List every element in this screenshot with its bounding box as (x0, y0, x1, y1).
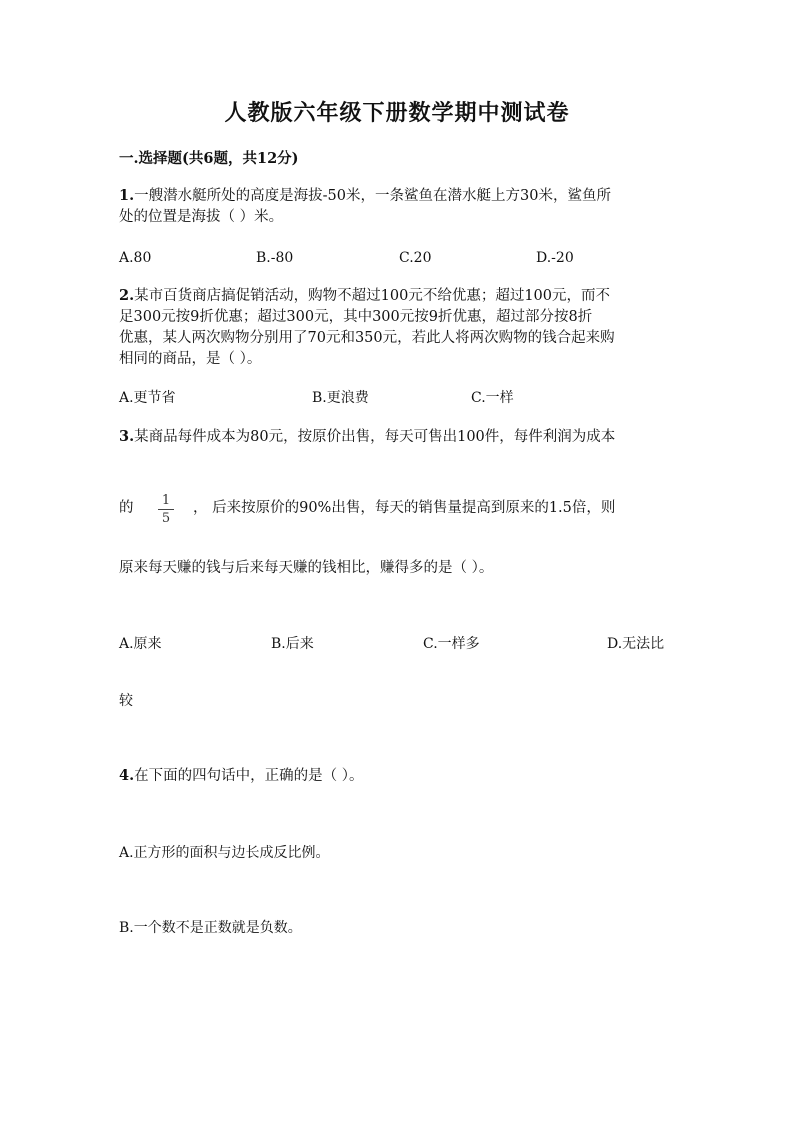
page-title: 人教版六年级下册数学期中测试卷 (224, 100, 570, 126)
question-3-option-b[interactable]: B.后来 (271, 636, 314, 652)
fraction-numerator: 1 (161, 493, 171, 508)
question-2-line-1 (119, 286, 610, 306)
question-4-number: 4. (119, 767, 135, 784)
question-2-text-1: 某市百货商店搞促销活动，购物不超过100元不给优惠；超过100元，而不 (134, 288, 610, 304)
question-1-line-1 (119, 186, 611, 206)
fraction-one-fifth (158, 493, 174, 526)
fraction-bar (158, 509, 174, 510)
question-1-text-1: 一艘潜水艇所处的高度是海拔-50米，一条鲨鱼在潜水艇上方30米，鲨鱼所 (134, 188, 611, 204)
question-4-option-a[interactable]: A.正方形的面积与边长成反比例。 (119, 845, 330, 861)
question-3-text-2-post: ， 后来按原价的90%出售，每天的销售量提高到原来的1.5倍，则 (193, 500, 616, 516)
question-3-option-c[interactable]: C.一样多 (423, 636, 480, 652)
question-3-option-d[interactable]: D.无法比 (607, 636, 665, 652)
question-3-text-2-pre: 的 (119, 500, 134, 516)
question-3-line-1 (119, 427, 615, 447)
question-1-option-a[interactable]: A.80 (119, 250, 152, 266)
question-3-text-3: 原来每天赚的钱与后来每天赚的钱相比，赚得多的是（ ）。 (119, 560, 494, 576)
question-3-option-d-wrap: 较 (119, 693, 133, 709)
fraction-denominator: 5 (161, 511, 171, 526)
question-2-option-b[interactable]: B.更浪费 (312, 390, 369, 406)
question-4-option-b[interactable]: B.一个数不是正数就是负数。 (119, 920, 302, 936)
question-2-number: 2. (119, 287, 135, 304)
question-3-text-1: 某商品每件成本为80元，按原价出售，每天可售出100件，每件利润为成本 (134, 429, 616, 445)
question-2-option-a[interactable]: A.更节省 (119, 390, 176, 406)
question-1-option-b[interactable]: B.-80 (256, 250, 294, 266)
question-3-number: 3. (119, 428, 135, 445)
question-4-text-1: 在下面的四句话中，正确的是（ ）。 (134, 768, 364, 784)
question-3-option-a[interactable]: A.原来 (119, 636, 162, 652)
question-1-text-2: 处的位置是海拔（ ）米。 (119, 209, 284, 225)
question-4-line-1 (119, 766, 364, 786)
question-2-text-4: 相同的商品，是（ ）。 (119, 351, 262, 367)
question-1-number: 1. (119, 187, 135, 204)
question-1-option-c[interactable]: C.20 (399, 250, 432, 266)
question-2-text-2: 足300元按9折优惠；超过300元，其中300元按9折优惠，超过部分按8折 (119, 309, 593, 325)
question-2-option-c[interactable]: C.一样 (471, 390, 514, 406)
question-2-text-3: 优惠，某人两次购物分别用了70元和350元，若此人将两次购物的钱合起来购 (119, 330, 615, 346)
section-heading: 一.选择题(共6题，共12分) (119, 150, 299, 167)
question-1-option-d[interactable]: D.-20 (536, 250, 574, 266)
